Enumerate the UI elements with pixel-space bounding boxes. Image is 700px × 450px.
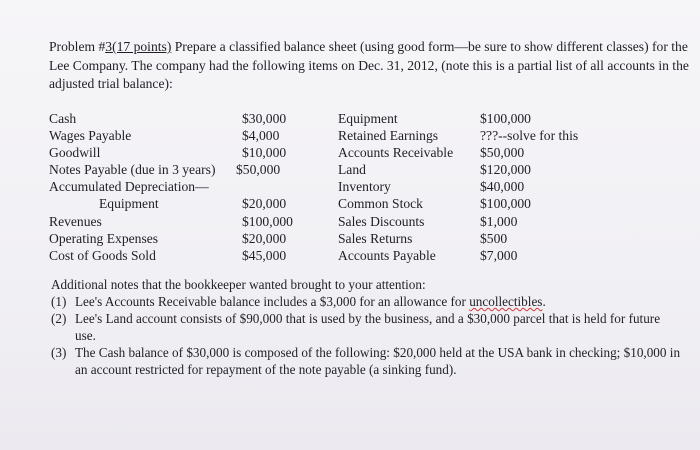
account-name: Operating Expenses	[49, 230, 159, 246]
account-value: $4,000	[242, 128, 280, 144]
right-account-values	[480, 110, 578, 264]
note-item	[51, 345, 681, 379]
account-value: $7,000	[480, 247, 518, 263]
account-name: Inventory	[338, 179, 391, 195]
account-value: $100,000	[480, 196, 531, 212]
account-name: Retained Earnings	[338, 128, 439, 144]
account-name: Accumulated Depreciation—	[49, 179, 209, 195]
left-account-names	[49, 110, 215, 264]
account-value: $20,000	[242, 230, 287, 246]
account-value: $500	[480, 230, 508, 246]
account-value	[242, 178, 293, 195]
account-value: $100,000	[480, 111, 531, 126]
note-number: (1)	[51, 293, 67, 309]
account-name: Notes Payable (due in 3 years)	[49, 162, 216, 178]
note-text-part: .	[542, 293, 546, 309]
account-value: $30,000	[242, 111, 287, 126]
account-name: Revenues	[49, 213, 102, 229]
account-value: $50,000	[480, 145, 525, 161]
note-text-part: Lee's Accounts Receivable balance includes a $3,000 for an allowance for	[75, 293, 470, 309]
account-value: $100,000	[242, 213, 293, 229]
account-name: Land	[338, 162, 366, 178]
note-item	[51, 311, 681, 345]
notes-heading: Additional notes that the bookkeeper wanted brought to your attention:	[51, 277, 426, 292]
account-name: Cash	[49, 111, 77, 126]
note-number: (2)	[51, 310, 67, 326]
account-value: $10,000	[242, 145, 287, 161]
problem-points: (17 points)	[112, 39, 172, 54]
problem-prefix: Problem #	[49, 39, 106, 54]
account-name: Accounts Receivable	[338, 145, 454, 161]
account-name: Equipment	[99, 196, 159, 212]
left-account-values	[236, 110, 293, 264]
additional-notes	[51, 277, 681, 378]
note-text: Lee's Land account consists of $90,000 that is used by the business, and a $30,000 parcel that is held for future use.	[75, 310, 661, 343]
problem-statement	[49, 38, 689, 94]
account-value: $20,000	[242, 196, 287, 212]
account-name: Accounts Payable	[338, 247, 436, 263]
problem-text: Prepare a classified balance sheet (using good form—be sure to show different classes) for the Lee Company. The company had the following items on Dec. 31, 2012, (note this is a partial list of all accounts in the adjusted trial balance):	[49, 39, 689, 91]
spellcheck-flagged-word: uncollectibles	[469, 293, 543, 309]
account-value: $1,000	[480, 213, 518, 229]
account-value: $45,000	[242, 247, 287, 263]
account-name: Cost of Goods Sold	[49, 247, 156, 263]
account-name: Sales Discounts	[338, 213, 425, 229]
problem-number: 3	[105, 39, 113, 54]
note-item	[51, 294, 681, 311]
account-name: Common Stock	[338, 196, 423, 212]
note-number: (3)	[51, 344, 67, 360]
right-account-names	[338, 110, 453, 264]
note-text	[75, 294, 681, 311]
account-value: ???--solve for this	[480, 128, 579, 144]
account-value: $40,000	[480, 179, 525, 195]
note-text: The Cash balance of $30,000 is composed of the following: $20,000 held at the USA bank in checking; $10,000 in an account restricted for repayment of the note payable (a sinking fund).	[75, 344, 681, 377]
account-name: Wages Payable	[49, 128, 132, 144]
account-name: Sales Returns	[338, 230, 413, 246]
account-value: $50,000	[236, 162, 281, 178]
account-value: $120,000	[480, 162, 531, 178]
account-name: Goodwill	[49, 145, 101, 161]
account-name: Equipment	[338, 111, 398, 126]
